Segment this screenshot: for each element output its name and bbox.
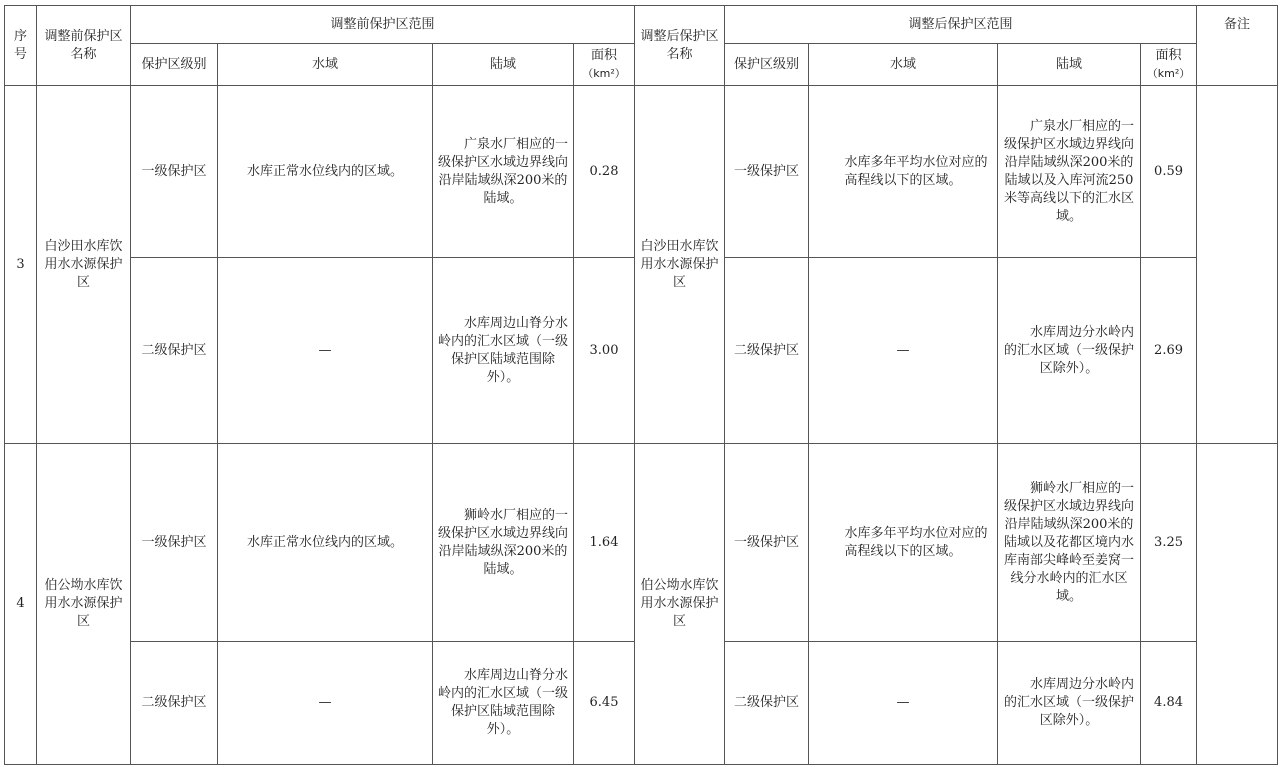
- after-name-cell: 伯公坳水库饮用水水源保护区: [635, 444, 725, 765]
- remark-cell: [1197, 444, 1278, 765]
- before-name-cell: 白沙田水库饮用水水源保护区: [37, 86, 131, 444]
- before-water-header: 水域: [218, 44, 433, 86]
- before-area-cell: 1.64: [574, 444, 635, 642]
- before-level-cell: 二级保护区: [131, 642, 218, 765]
- remark-cell: [1197, 86, 1278, 444]
- after-area-header: [1141, 44, 1197, 86]
- before-water-cell: 水库正常水位线内的区域。: [218, 444, 433, 642]
- after-land-header: 陆域: [998, 44, 1141, 86]
- before-area-cell: 0.28: [574, 86, 635, 258]
- after-water-header: 水域: [809, 44, 998, 86]
- before-water-cell: —: [218, 642, 433, 765]
- after-land-cell: 狮岭水厂相应的一级保护区水域边界线向沿岸陆域纵深200米的陆域以及花都区境内水库南部尖峰岭至姜窝一线分水岭内的汇水区域。: [998, 444, 1141, 642]
- before-level-cell: 二级保护区: [131, 258, 218, 444]
- after-name-cell: 白沙田水库饮用水水源保护区: [635, 86, 725, 444]
- col-after-name-header: 调整后保护区名称: [635, 6, 725, 86]
- header-row-1: [5, 6, 1278, 44]
- before-level-cell: 一级保护区: [131, 444, 218, 642]
- before-area-header: [574, 44, 635, 86]
- after-land-cell: 水库周边分水岭内的汇水区域（一级保护区除外）。: [998, 258, 1141, 444]
- after-area-cell: 3.25: [1141, 444, 1197, 642]
- area-unit: （km²）: [582, 66, 626, 80]
- before-area-cell: 3.00: [574, 258, 635, 444]
- seq-cell: 4: [5, 444, 37, 765]
- after-area-cell: 0.59: [1141, 86, 1197, 258]
- before-land-cell: 水库周边山脊分水岭内的汇水区域（一级保护区陆域范围除外）。: [433, 258, 574, 444]
- before-land-cell: 狮岭水厂相应的一级保护区水域边界线向沿岸陆域纵深200米的陆域。: [433, 444, 574, 642]
- before-name-cell: 伯公坳水库饮用水水源保护区: [37, 444, 131, 765]
- after-water-cell: —: [809, 258, 998, 444]
- col-remark-header: 备注: [1197, 6, 1278, 86]
- col-after-scope-header: 调整后保护区范围: [725, 6, 1197, 44]
- after-level-header: 保护区级别: [725, 44, 809, 86]
- after-level-cell: 一级保护区: [725, 444, 809, 642]
- col-seq-header: 序号: [5, 6, 37, 86]
- table-row: [5, 86, 1278, 258]
- area-label: 面积: [1155, 47, 1182, 63]
- before-water-cell: —: [218, 258, 433, 444]
- col-before-scope-header: 调整前保护区范围: [131, 6, 635, 44]
- before-land-cell: 水库周边山脊分水岭内的汇水区域（一级保护区陆域范围除外）。: [433, 642, 574, 765]
- table-row: [5, 444, 1278, 642]
- before-area-cell: 6.45: [574, 642, 635, 765]
- after-level-cell: 一级保护区: [725, 86, 809, 258]
- protection-zone-table: [4, 5, 1278, 765]
- after-land-cell: 水库周边分水岭内的汇水区域（一级保护区除外）。: [998, 642, 1141, 765]
- after-water-cell: —: [809, 642, 998, 765]
- before-water-cell: 水库正常水位线内的区域。: [218, 86, 433, 258]
- area-unit: （km²）: [1146, 66, 1191, 80]
- after-land-cell: 广泉水厂相应的一级保护区水域边界线向沿岸陆域纵深200米的陆域以及入库河流250米等高线以下的汇水区域。: [998, 86, 1141, 258]
- before-level-header: 保护区级别: [131, 44, 218, 86]
- after-water-cell: 水库多年平均水位对应的高程线以下的区域。: [809, 86, 998, 258]
- before-level-cell: 一级保护区: [131, 86, 218, 258]
- after-level-cell: 二级保护区: [725, 642, 809, 765]
- after-level-cell: 二级保护区: [725, 258, 809, 444]
- col-before-name-header: 调整前保护区名称: [37, 6, 131, 86]
- area-label: 面积: [591, 47, 618, 63]
- before-land-cell: 广泉水厂相应的一级保护区水域边界线向沿岸陆域纵深200米的陆域。: [433, 86, 574, 258]
- after-water-cell: 水库多年平均水位对应的高程线以下的区域。: [809, 444, 998, 642]
- before-land-header: 陆域: [433, 44, 574, 86]
- after-area-cell: 4.84: [1141, 642, 1197, 765]
- seq-cell: 3: [5, 86, 37, 444]
- after-area-cell: 2.69: [1141, 258, 1197, 444]
